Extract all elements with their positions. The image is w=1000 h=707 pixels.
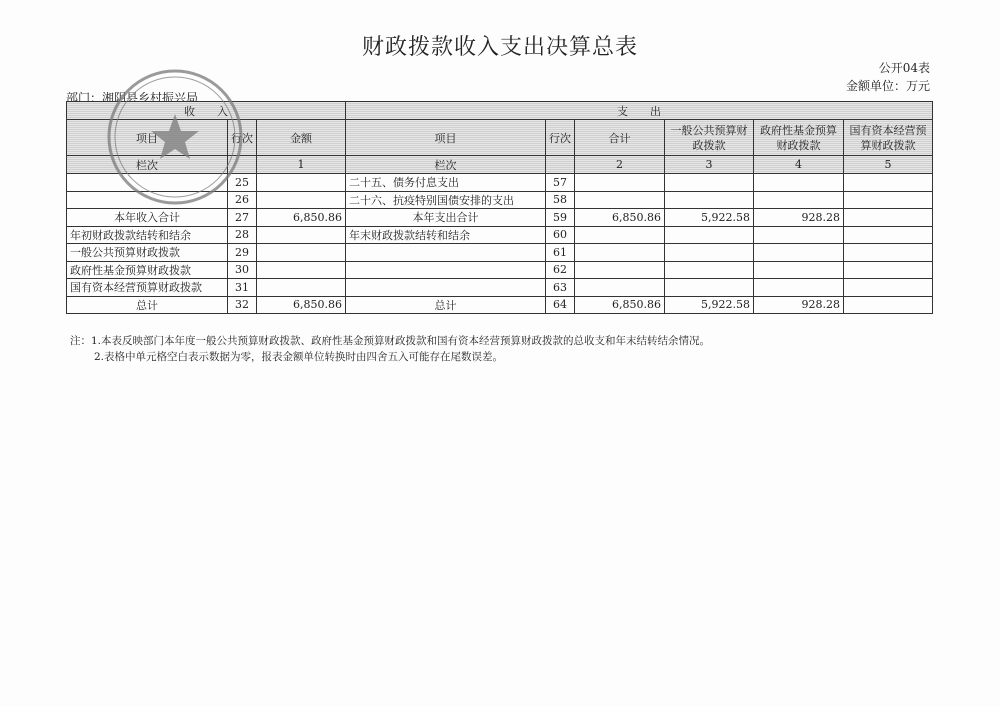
income-header: 收 入 bbox=[67, 102, 346, 120]
col2-label: 2 bbox=[575, 156, 665, 174]
state-capital-amount-cell bbox=[844, 226, 933, 244]
exp-item-cell: 二十五、债务付息支出 bbox=[346, 174, 546, 192]
state-capital-header: 国有资本经营预算财政拨款 bbox=[844, 120, 933, 156]
income-item-cell: 政府性基金预算财政拨款 bbox=[67, 261, 228, 279]
income-amount-cell bbox=[257, 261, 346, 279]
exp-item-cell: 二十六、抗疫特别国债安排的支出 bbox=[346, 191, 546, 209]
form-number: 公开04表 bbox=[878, 61, 930, 75]
gov-fund-amount-cell bbox=[754, 261, 844, 279]
col1-label: 1 bbox=[257, 156, 346, 174]
exp-row-no-cell: 63 bbox=[546, 279, 575, 297]
income-row-no-cell: 25 bbox=[228, 174, 257, 192]
exp-item-cell: 年末财政拨款结转和结余 bbox=[346, 226, 546, 244]
exp-total-cell bbox=[575, 191, 665, 209]
exp-total-cell bbox=[575, 279, 665, 297]
general-budget-header: 一般公共预算财政拨款 bbox=[665, 120, 754, 156]
state-capital-amount-cell bbox=[844, 191, 933, 209]
income-amount-cell bbox=[257, 226, 346, 244]
table-row bbox=[67, 226, 933, 244]
note-1: 注：1.本表反映部门本年度一般公共预算财政拨款、政府性基金预算财政拨款和国有资本经营预算财政拨款的总收支和年末结转结余情况。 bbox=[70, 335, 711, 347]
gov-fund-amount-cell bbox=[754, 174, 844, 192]
income-item-cell: 总计 bbox=[67, 296, 228, 314]
income-item-cell: 本年收入合计 bbox=[67, 209, 228, 227]
exp-total-cell bbox=[575, 261, 665, 279]
income-row-no-cell: 29 bbox=[228, 244, 257, 262]
gov-fund-amount-cell: 928.28 bbox=[754, 296, 844, 314]
income-amount-cell bbox=[257, 244, 346, 262]
amount-unit: 金额单位：万元 bbox=[845, 79, 930, 93]
exp-item-cell bbox=[346, 261, 546, 279]
general-budget-amount-cell bbox=[665, 279, 754, 297]
gov-fund-amount-cell bbox=[754, 279, 844, 297]
exp-item-cell bbox=[346, 244, 546, 262]
notes bbox=[70, 333, 710, 365]
col4-label: 4 bbox=[754, 156, 844, 174]
exp-row-no-cell: 57 bbox=[546, 174, 575, 192]
exp-row-no-cell: 59 bbox=[546, 209, 575, 227]
report-title: 财政拨款收入支出决算总表 bbox=[361, 35, 638, 60]
income-item-header: 项目 bbox=[67, 120, 228, 156]
general-budget-amount-cell: 5,922.58 bbox=[665, 296, 754, 314]
state-capital-amount-cell bbox=[844, 296, 933, 314]
income-item-cell: 一般公共预算财政拨款 bbox=[67, 244, 228, 262]
state-capital-amount-cell bbox=[844, 209, 933, 227]
general-budget-amount-cell bbox=[665, 244, 754, 262]
income-row-no-cell: 26 bbox=[228, 191, 257, 209]
exp-row-no-cell: 58 bbox=[546, 191, 575, 209]
income-amount-cell bbox=[257, 191, 346, 209]
department-label: 部门：湘阴县乡村振兴局 bbox=[66, 91, 199, 105]
exp-item-cell: 本年支出合计 bbox=[346, 209, 546, 227]
exp-item-cell bbox=[346, 279, 546, 297]
official-seal-stamp bbox=[100, 62, 250, 212]
exp-row-no-cell: 60 bbox=[546, 226, 575, 244]
general-budget-amount-cell: 5,922.58 bbox=[665, 209, 754, 227]
income-rowno-header: 行次 bbox=[228, 120, 257, 156]
income-row-no-cell: 27 bbox=[228, 209, 257, 227]
general-budget-amount-cell bbox=[665, 191, 754, 209]
table-row bbox=[67, 296, 933, 314]
exp-total-cell: 6,850.86 bbox=[575, 296, 665, 314]
exp-col-label: 栏次 bbox=[346, 156, 546, 174]
general-budget-amount-cell bbox=[665, 174, 754, 192]
income-amount-cell: 6,850.86 bbox=[257, 296, 346, 314]
exp-row-no-cell: 62 bbox=[546, 261, 575, 279]
col5-label: 5 bbox=[844, 156, 933, 174]
income-row-no-cell: 31 bbox=[228, 279, 257, 297]
income-row-no-cell: 30 bbox=[228, 261, 257, 279]
state-capital-amount-cell bbox=[844, 279, 933, 297]
exp-rowno-header: 行次 bbox=[546, 120, 575, 156]
gov-fund-header: 政府性基金预算财政拨款 bbox=[754, 120, 844, 156]
general-budget-amount-cell bbox=[665, 226, 754, 244]
income-amount-cell bbox=[257, 174, 346, 192]
note-2: 2.表格中单元格空白表示数据为零，报表金额单位转换时由四舍五入可能存在尾数误差。 bbox=[94, 351, 504, 363]
gov-fund-amount-cell: 928.28 bbox=[754, 209, 844, 227]
income-row-no-cell: 28 bbox=[228, 226, 257, 244]
exp-total-cell: 6,850.86 bbox=[575, 209, 665, 227]
expenditure-header: 支 出 bbox=[346, 102, 933, 120]
income-row-no-cell: 32 bbox=[228, 296, 257, 314]
table-row bbox=[67, 279, 933, 297]
state-capital-amount-cell bbox=[844, 174, 933, 192]
table-row bbox=[67, 261, 933, 279]
exp-total-cell bbox=[575, 226, 665, 244]
gov-fund-amount-cell bbox=[754, 244, 844, 262]
gov-fund-amount-cell bbox=[754, 226, 844, 244]
exp-total-header: 合计 bbox=[575, 120, 665, 156]
gov-fund-amount-cell bbox=[754, 191, 844, 209]
general-budget-amount-cell bbox=[665, 261, 754, 279]
income-amount-cell: 6,850.86 bbox=[257, 209, 346, 227]
table-row bbox=[67, 244, 933, 262]
state-capital-amount-cell bbox=[844, 261, 933, 279]
income-amount-cell bbox=[257, 279, 346, 297]
exp-row-no-cell: 61 bbox=[546, 244, 575, 262]
col-label: 栏次 bbox=[67, 156, 228, 174]
exp-total-cell bbox=[575, 174, 665, 192]
exp-item-header: 项目 bbox=[346, 120, 546, 156]
exp-total-cell bbox=[575, 244, 665, 262]
state-capital-amount-cell bbox=[844, 244, 933, 262]
income-item-cell: 国有资本经营预算财政拨款 bbox=[67, 279, 228, 297]
col3-label: 3 bbox=[665, 156, 754, 174]
exp-item-cell: 总计 bbox=[346, 296, 546, 314]
income-item-cell: 年初财政拨款结转和结余 bbox=[67, 226, 228, 244]
income-amount-header: 金额 bbox=[257, 120, 346, 156]
exp-row-no-cell: 64 bbox=[546, 296, 575, 314]
